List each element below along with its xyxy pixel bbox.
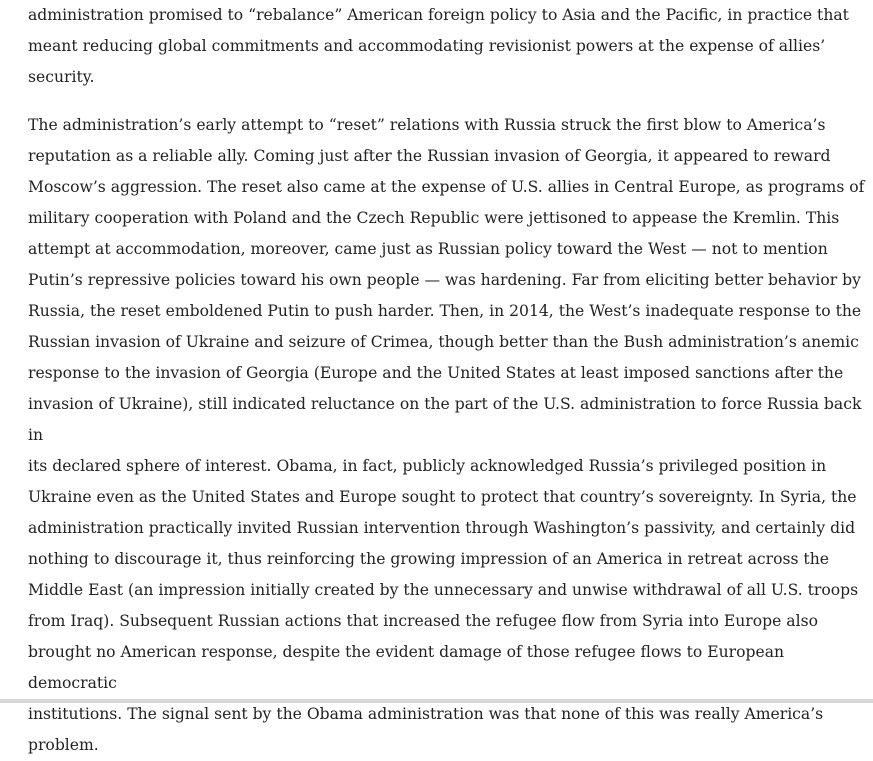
article-paragraph-1: administration promised to “rebalance” American foreign policy to Asia and the Pacific, in practice that meant reducing global commitments and accommodating revisionist powers at the expense of allies’ security.	[28, 6, 849, 86]
article-paragraph-2: The administration’s early attempt to “reset” relations with Russia struck the first blow to America’s reputation as a reliable ally. Coming just after the Russian invasion of Georgia, it appeared to reward Moscow’s aggression. The reset also came at the expense of U.S. allies in Central Europe, as programs of military cooperation with Poland and the Czech Republic were jettisoned to appease the Kremlin. This attempt at accommodation, moreover, came just as Russian policy toward the West — not to mention Putin’s repressive policies toward his own people — was hardening. Far from eliciting better behavior by Russia, the reset emboldened Putin to push harder. Then, in 2014, the West’s inadequate response to the Russian invasion of Ukraine and seizure of Crimea, though better than the Bush administration’s anemic response to the invasion of Georgia (Europe and the United States at least imposed sanctions after the invasion of Ukraine), still indicated reluctance on the part of the U.S. administration to force Russia back in its declared sphere of interest. Obama, in fact, publicly acknowledged Russia’s privileged position in Ukraine even as the United States and Europe sought to protect that country’s sovereignty. In Syria, the administration practically invited Russian intervention through Washington’s passivity, and certainly did nothing to discourage it, thus reinforcing the growing impression of an America in retreat across the Middle East (an impression initially created by the unnecessary and unwise withdrawal of all U.S. troops from Iraq). Subsequent Russian actions that increased the refugee flow from Syria into Europe also brought no American response, despite the evident damage of those refugee flows to European democratic institutions. The signal sent by the Obama administration was that none of this was really America’s problem.	[28, 116, 865, 754]
bottom-divider	[0, 699, 873, 703]
article-body	[28, 0, 868, 761]
